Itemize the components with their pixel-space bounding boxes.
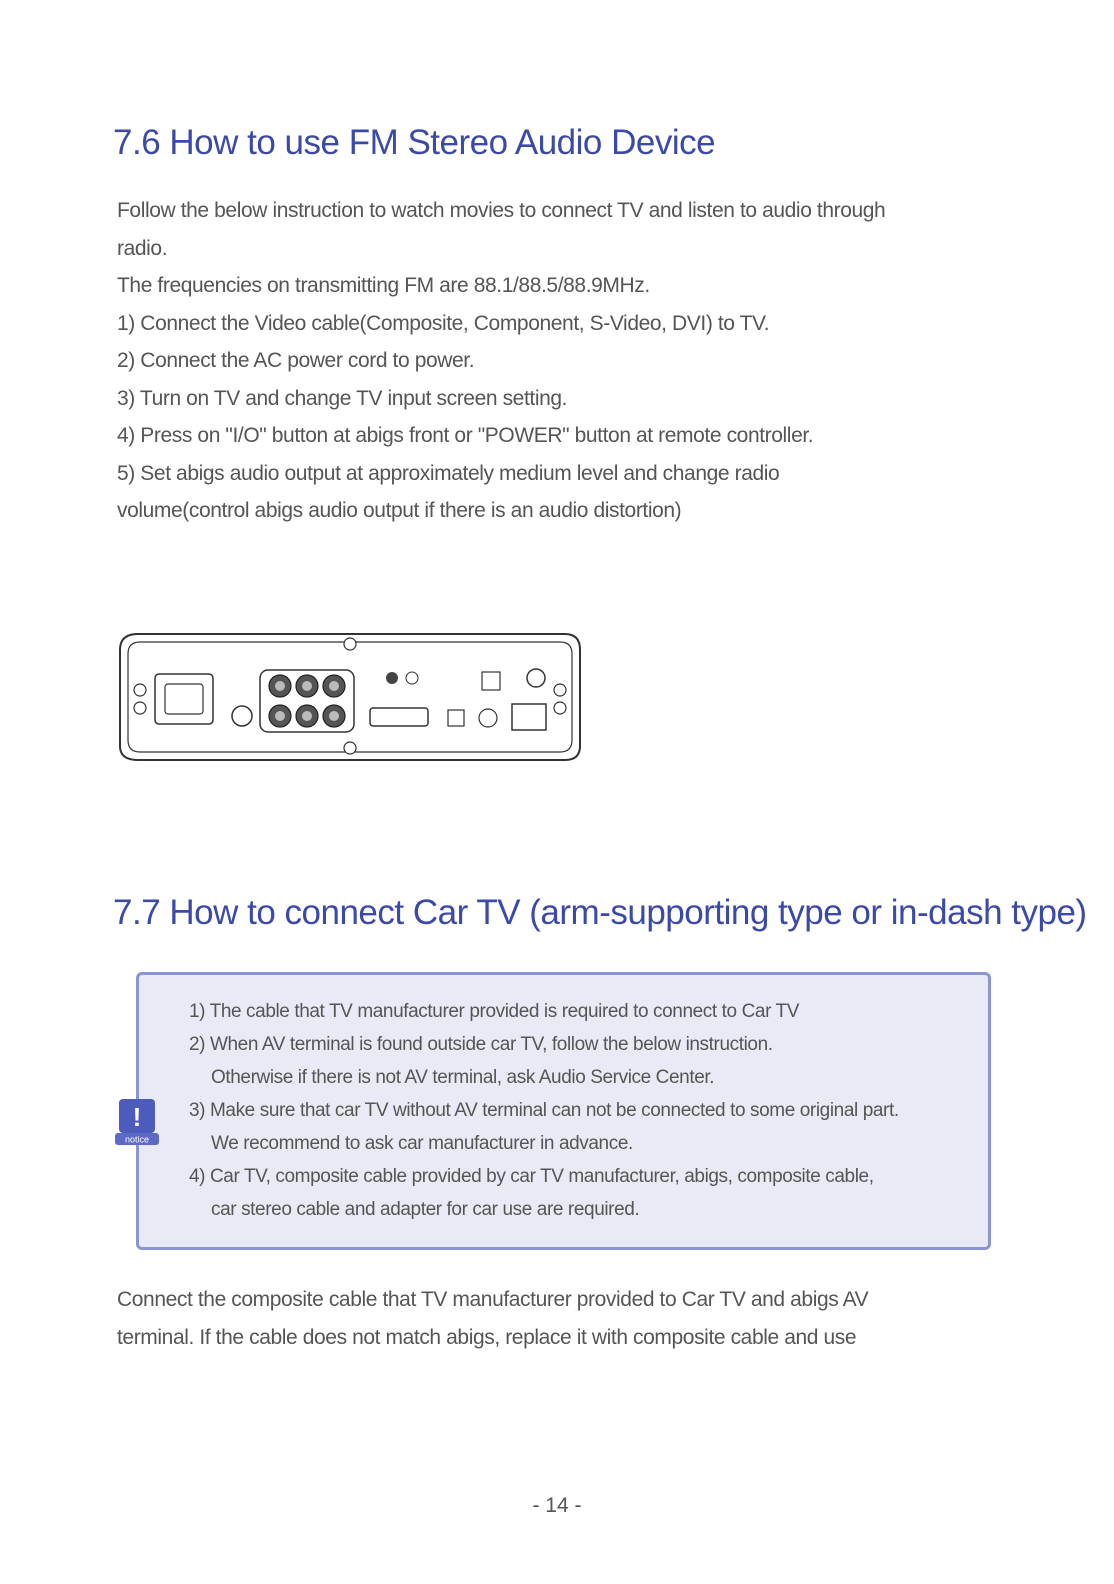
body-line: terminal. If the cable does not match abigs, replace it with composite cable and use: [117, 1325, 857, 1349]
notice-icon: [113, 1097, 161, 1147]
notice-item-4: 4) Car TV, composite cable provided by car TV manufacturer, abigs, composite cable,: [189, 1166, 874, 1187]
step-4: 4) Press on "I/O" button at abigs front or "POWER" button at remote controller.: [117, 424, 814, 447]
section-7-7-title: 7.7 How to connect Car TV (arm-supporting type or in-dash type): [113, 893, 1087, 932]
section-7-7-body: [117, 1281, 997, 1356]
notice-item-2: 2) When AV terminal is found outside car TV, follow the below instruction.: [189, 1034, 773, 1055]
notice-item-2-continued: Otherwise if there is not AV terminal, ask Audio Service Center.: [211, 1067, 715, 1088]
step-3: 3) Turn on TV and change TV input screen setting.: [117, 386, 568, 410]
notice-box: [136, 972, 991, 1250]
intro-line: The frequencies on transmitting FM are 88.1/88.5/88.9MHz.: [117, 274, 650, 297]
device-rear-panel-illustration: [110, 628, 590, 768]
notice-icon-label: notice: [124, 1134, 150, 1145]
notice-list: [189, 995, 979, 1226]
intro-line: radio.: [117, 236, 168, 260]
body-line: Connect the composite cable that TV manufacturer provided to Car TV and abigs AV: [117, 1288, 869, 1311]
section-7-6-title: 7.6 How to use FM Stereo Audio Device: [113, 123, 716, 162]
notice-item-4-continued: car stereo cable and adapter for car use are required.: [211, 1199, 640, 1220]
notice-item-3-continued: We recommend to ask car manufacturer in advance.: [211, 1133, 633, 1154]
page-number: - 14 -: [532, 1494, 582, 1517]
step-5: 5) Set abigs audio output at approximately medium level and change radio: [117, 461, 780, 485]
section-7-6-instructions: [117, 192, 997, 530]
step-1: 1) Connect the Video cable(Composite, Component, S-Video, DVI) to TV.: [117, 311, 770, 335]
svg-text:!: !: [132, 1102, 142, 1132]
notice-item-3: 3) Make sure that car TV without AV terminal can not be connected to some original part.: [189, 1100, 899, 1121]
intro-line: Follow the below instruction to watch movies to connect TV and listen to audio through: [117, 199, 886, 222]
notice-item-1: 1) The cable that TV manufacturer provided is required to connect to Car TV: [189, 1001, 800, 1022]
step-5-continued: volume(control abigs audio output if there is an audio distortion): [117, 499, 682, 522]
step-2: 2) Connect the AC power cord to power.: [117, 349, 475, 372]
